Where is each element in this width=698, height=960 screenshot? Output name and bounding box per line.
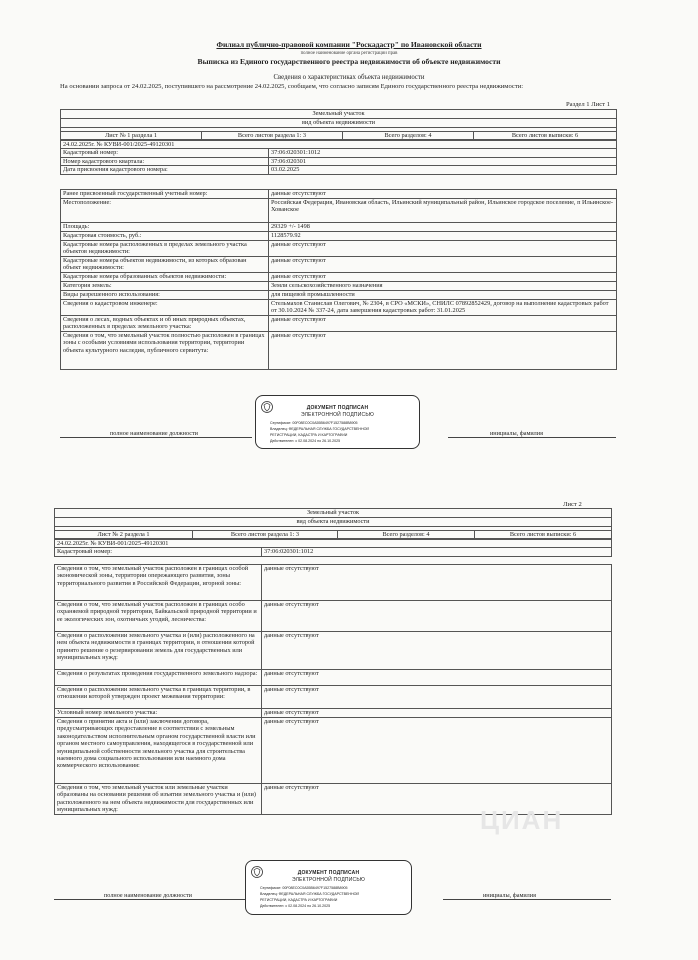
sheet2-label: Лист 2 xyxy=(563,501,582,508)
document-title: Выписка из Единого государственного реестра недвижимости об объекте недвижимости xyxy=(197,57,501,66)
sheet1-main-table xyxy=(60,189,617,370)
row-label: Сведения о том, что земельный участок полностью расположен в границах зоны с особыми условиями использования территории, территории объекта культурного наследия, публичного сервитута: xyxy=(61,332,269,370)
row-value: Стельмахов Станислав Олегович, № 2304, в СРО «МСКИ», СНИЛС 07892852429, договор на выполнение кадастровых работ от 30.10.2024 № 337-24, дата завершения кадастровых работ: 31.01.2025 xyxy=(269,300,617,316)
meta-sections: Всего разделов: 4 xyxy=(338,531,475,539)
e-signature-stamp xyxy=(255,395,420,449)
row-value: данные отсутствуют xyxy=(262,718,612,784)
meta-sheets-total: Всего листов выписки: 6 xyxy=(475,531,612,539)
org-caption: полное наименование органа регистрации прав xyxy=(300,51,398,56)
meta-sheets-section: Всего листов раздела 1: 3 xyxy=(193,531,338,539)
meta-sections: Всего разделов: 4 xyxy=(343,132,474,140)
position-caption: полное наименование должности xyxy=(110,430,198,437)
sheet1-header-table xyxy=(60,109,617,140)
row-value: данные отсутствуют xyxy=(269,273,617,282)
row-label: Сведения о том, что земельный участок расположен в границах особой экономической зоны, территории опережающего развития, зоны территориального развития в Российской Федерации, игорной зоны: xyxy=(55,565,262,601)
object-type: Земельный участок xyxy=(55,509,612,518)
row-value: Российская Федерация, Ивановская область, Ильинский муниципальный район, Ильинское городское поселение, п Ильинское-Хованское xyxy=(269,199,617,223)
row-label: Кадастровые номера расположенных в пределах земельного участка объектов недвижимости: xyxy=(61,241,269,257)
row-label: Площадь: xyxy=(61,223,269,232)
meta-sheets-total: Всего листов выписки: 6 xyxy=(474,132,617,140)
date-number: 24.02.2025г. № КУВИ-001/2025-49120301 xyxy=(55,540,612,548)
org-name: Филиал публично-правовой компании "Роскадастр" по Ивановской области xyxy=(216,40,482,49)
row-label: Сведения о расположении земельного участка и (или) расположенного на нем объекта недвижимости в границах территории, в отношении которой принято решение о резервировании земель для государственных или муниципальных нужд: xyxy=(55,632,262,670)
row-label: Сведения о том, что земельный участок или земельные участки образованы на основании решения об изъятии земельного участка и (или) расположенного на нем объекта недвижимости для государственных или муниципальных нужд: xyxy=(55,784,262,815)
sheet1-top-table xyxy=(60,140,617,175)
row-value: данные отсутствуют xyxy=(269,332,617,370)
position-line xyxy=(60,437,252,438)
object-type-caption: вид объекта недвижимости xyxy=(55,518,612,527)
row-value: 37:06:020301:1012 xyxy=(269,149,617,157)
stamp-cert: Сертификат: 00F08EC0C0A55B6497F1527588B8905 xyxy=(270,421,358,425)
row-label: Кадастровая стоимость, руб.: xyxy=(61,232,269,241)
row-label: Виды разрешенного использования: xyxy=(61,291,269,300)
row-label: Ранее присвоенный государственный учетный номер: xyxy=(61,190,269,199)
meta-sheet: Лист № 2 раздела 1 xyxy=(55,531,193,539)
watermark: ЦИАН xyxy=(480,805,564,835)
stamp-owner-2: РЕГИСТРАЦИИ, КАДАСТРА И КАРТОГРАФИИ xyxy=(270,433,348,437)
initials-caption: инициалы, фамилия xyxy=(483,892,536,899)
date-number: 24.02.2025г. № КУВИ-001/2025-49120301 xyxy=(61,141,617,149)
position-line xyxy=(54,899,246,900)
row-value: данные отсутствуют xyxy=(269,190,617,199)
row-value: 37:06:020301:1012 xyxy=(262,548,612,556)
row-value: данные отсутствуют xyxy=(262,601,612,632)
object-type-caption: вид объекта недвижимости xyxy=(61,119,617,128)
row-value: данные отсутствуют xyxy=(262,565,612,601)
row-value: Земли сельскохозяйственного назначения xyxy=(269,282,617,291)
sheet2-main-table xyxy=(54,564,612,815)
stamp-subtitle: ЭЛЕКТРОННОЙ ПОДПИСЬЮ xyxy=(291,877,366,883)
meta-sheets-section: Всего листов раздела 1: 3 xyxy=(202,132,343,140)
initials-line xyxy=(443,899,611,900)
stamp-valid: Действителен: с 02.08.2024 по 26.10.2025 xyxy=(270,439,341,443)
meta-sheet: Лист № 1 раздела 1 xyxy=(61,132,202,140)
row-label: Сведения о том, что земельный участок расположен в границах особо охраняемой природной территории, Байкальской природной территории и ее экологических зон, охотничьих угодий, лесничества: xyxy=(55,601,262,632)
sheet1-section-label: Раздел 1 Лист 1 xyxy=(566,101,610,108)
intro-text: На основании запроса от 24.02.2025, поступившего на рассмотрение 24.02.2025, сообщаем, что согласно записям Единого государственного реестра недвижимости: xyxy=(60,83,524,90)
sheet2-header-table xyxy=(54,508,612,539)
row-value: 1128579.92 xyxy=(269,232,617,241)
row-value: данные отсутствуют xyxy=(262,784,612,815)
row-label: Дата присвоения кадастрового номера: xyxy=(61,166,269,174)
initials-line xyxy=(448,437,616,438)
row-value: данные отсутствуют xyxy=(269,316,617,332)
row-label: Кадастровые номера образованных объектов недвижимости: xyxy=(61,273,269,282)
row-value: данные отсутствуют xyxy=(262,709,612,718)
stamp-valid: Действителен: с 02.08.2024 по 26.10.2025 xyxy=(260,904,331,908)
initials-caption: инициалы, фамилия xyxy=(490,430,543,437)
position-caption: полное наименование должности xyxy=(104,892,192,899)
stamp-title: ДОКУМЕНТ ПОДПИСАН xyxy=(306,405,369,411)
e-signature-stamp xyxy=(245,860,412,915)
sheet2-top-table xyxy=(54,539,612,557)
row-label: Сведения о принятии акта и (или) заключении договора, предусматривающих предоставление в соответствии с земельным законодательством исполнительным органом государственной власти или органом местного самоуправления, находящегося в государственной или муниципальной собственности земельного участка для строительства наемного дома социального использования или наемного дома коммерческого использования: xyxy=(55,718,262,784)
row-label: Сведения о кадастровом инженере: xyxy=(61,300,269,316)
row-value: данные отсутствуют xyxy=(269,257,617,273)
row-value: 03.02.2025 xyxy=(269,166,617,174)
row-label: Условный номер земельного участка: xyxy=(55,709,262,718)
row-label: Кадастровый номер: xyxy=(61,149,269,157)
row-label: Номер кадастрового квартала: xyxy=(61,157,269,165)
row-label: Сведения о расположении земельного участка в границах территории, в отношении которой утвержден проект межевания территории: xyxy=(55,686,262,709)
section-title: Сведения о характеристиках объекта недвижимости xyxy=(273,74,425,81)
stamp-owner-2: РЕГИСТРАЦИИ, КАДАСТРА И КАРТОГРАФИИ xyxy=(260,898,338,902)
object-type: Земельный участок xyxy=(61,110,617,119)
row-value: данные отсутствуют xyxy=(262,632,612,670)
row-label: Сведения о результатах проведения государственного земельного надзора: xyxy=(55,670,262,686)
row-value: данные отсутствуют xyxy=(269,241,617,257)
row-value: 29329 +/- 1498 xyxy=(269,223,617,232)
row-value: для пищевой промышленности xyxy=(269,291,617,300)
stamp-owner: Владелец: ФЕДЕРАЛЬНАЯ СЛУЖБА ГОСУДАРСТВЕННОЙ xyxy=(260,892,359,896)
stamp-title: ДОКУМЕНТ ПОДПИСАН xyxy=(297,870,360,876)
row-label: Кадастровый номер: xyxy=(55,548,262,556)
row-value: данные отсутствуют xyxy=(262,670,612,686)
stamp-owner: Владелец: ФЕДЕРАЛЬНАЯ СЛУЖБА ГОСУДАРСТВЕННОЙ xyxy=(270,427,369,431)
stamp-subtitle: ЭЛЕКТРОННОЙ ПОДПИСЬЮ xyxy=(300,412,375,418)
stamp-cert: Сертификат: 00F08EC0C0A55B6497F1527588B8905 xyxy=(260,886,348,890)
row-value: 37:06:020301 xyxy=(269,157,617,165)
row-value: данные отсутствуют xyxy=(262,686,612,709)
row-label: Местоположение: xyxy=(61,199,269,223)
row-label: Сведения о лесах, водных объектах и об иных природных объектах, расположенных в пределах земельного участка: xyxy=(61,316,269,332)
row-label: Кадастровые номера объектов недвижимости, из которых образован объект недвижимости: xyxy=(61,257,269,273)
row-label: Категория земель: xyxy=(61,282,269,291)
